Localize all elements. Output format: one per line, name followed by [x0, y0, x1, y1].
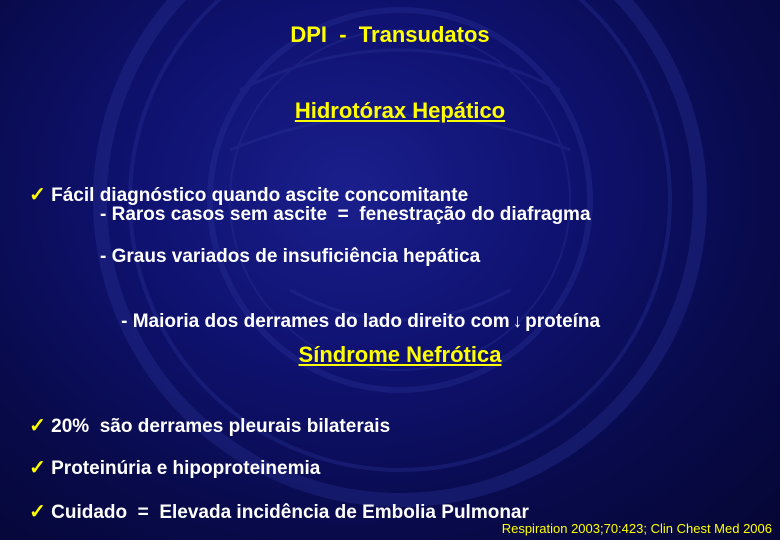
- section-heading-nephrotic: Síndrome Nefrótica: [298, 342, 502, 367]
- checkmark-icon: ✓: [29, 457, 46, 479]
- sub-item: - Graus variados de insuficiência hepática: [100, 246, 481, 267]
- bullet-item: [8, 477, 529, 540]
- checkmark-icon: ✓: [29, 415, 46, 437]
- bullet-text: Proteinúria e hipoproteinemia: [51, 458, 321, 479]
- bullet-text: 20% são derrames pleurais bilaterais: [51, 416, 391, 437]
- section-heading-hepatic: Hidrotórax Hepático: [294, 98, 506, 123]
- checkmark-icon: ✓: [29, 501, 46, 523]
- down-arrow-icon: ↓: [512, 311, 523, 332]
- slide-title: DPI - Transudatos: [290, 22, 490, 47]
- sub-item: - Raros casos sem ascite = fenestração do diafragma: [100, 204, 591, 225]
- bullet-text: Cuidado = Elevada incidência de Embolia Pulmonar: [51, 502, 529, 523]
- sub-item-text: proteína: [525, 311, 601, 332]
- sub-item-text: - Maioria dos derrames do lado direito com: [121, 311, 510, 332]
- checkmark-icon: ✓: [29, 184, 46, 206]
- bullet-text: Fácil diagnóstico quando ascite concomitante: [51, 185, 469, 206]
- reference-citation: Respiration 2003;70:423; Clin Chest Med 2006: [501, 521, 772, 536]
